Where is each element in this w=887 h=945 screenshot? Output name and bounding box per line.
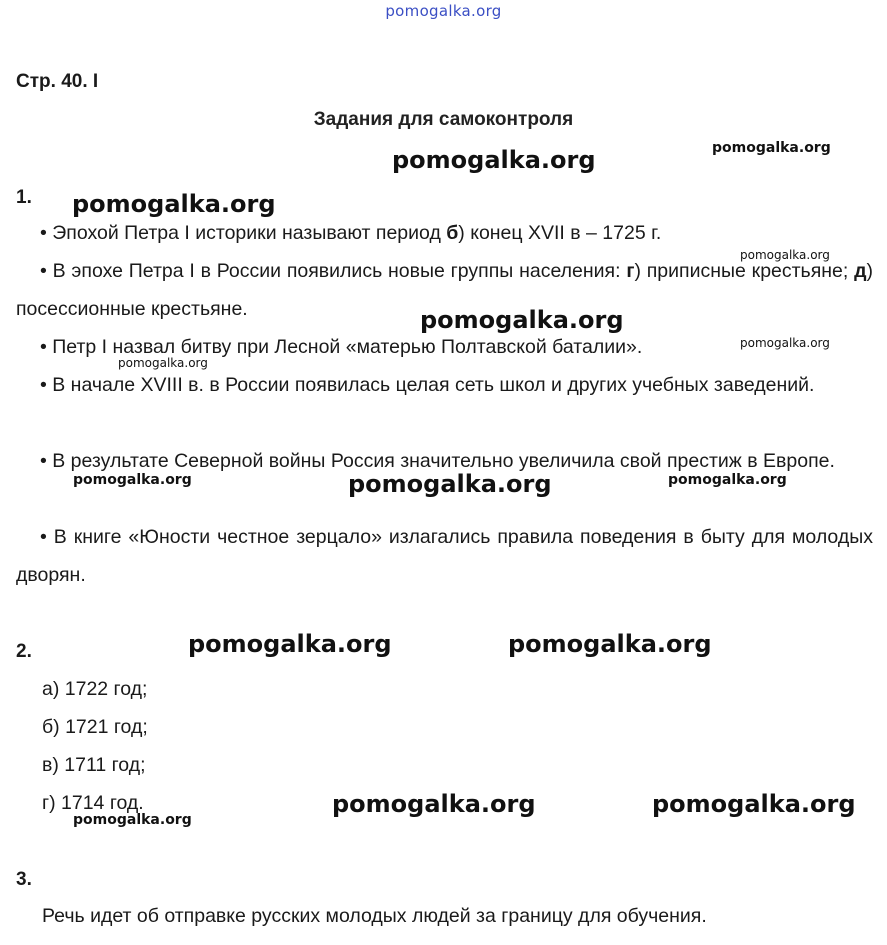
task-2-option-a: а) 1722 год; [42, 678, 148, 700]
watermark: pomogalka.org [668, 472, 787, 488]
task-2-option-d: г) 1714 год. [42, 792, 144, 814]
watermark: pomogalka.org [118, 356, 208, 370]
watermark: pomogalka.org [712, 140, 831, 156]
watermark: pomogalka.org [508, 630, 712, 658]
task-3-number: 3. [16, 869, 32, 890]
task-1-paragraph-6: • В книге «Юности честное зерцало» излагались правила поведения в быту для молодых дворян. [16, 526, 873, 586]
task-1-paragraph-2: • В эпохе Петра I в России появились новые группы населения: г) приписные крестьяне; д) посессионные крестьяне. [16, 260, 874, 320]
watermark: pomogalka.org [740, 248, 830, 262]
task-1-paragraph-3: • Петр I назвал битву при Лесной «матерью Полтавской баталии». [40, 336, 643, 358]
watermark: pomogalka.org [420, 306, 624, 334]
section-title: Задания для самоконтроля [313, 109, 574, 130]
watermark: pomogalka.org [392, 146, 596, 174]
watermark: pomogalka.org [652, 790, 856, 818]
watermark: pomogalka.org [332, 790, 536, 818]
task-1-number: 1. [16, 187, 32, 208]
task-3-answer: Речь идет об отправке русских молодых людей за границу для обучения. [42, 905, 707, 927]
task-2-option-c: в) 1711 год; [42, 754, 146, 776]
watermark: pomogalka.org [73, 472, 192, 488]
watermark: pomogalka.org [740, 336, 830, 350]
task-2-number: 2. [16, 641, 32, 662]
task-1-paragraph-4: • В начале XVIII в. в России появилась целая сеть школ и других учебных заведений. [40, 374, 815, 396]
watermark: pomogalka.org [348, 470, 552, 498]
task-2-option-b: б) 1721 год; [42, 716, 148, 738]
page-title: Стр. 40. I [16, 71, 99, 92]
watermark: pomogalka.org [188, 630, 392, 658]
task-1-paragraph-5: • В результате Северной войны Россия значительно увеличила свой престиж в Европе. [40, 450, 835, 472]
site-header-link[interactable]: pomogalka.org [385, 2, 502, 20]
task-1-paragraph-1: • Эпохой Петра I историки называют период б) конец XVII в – 1725 г. [40, 222, 662, 244]
watermark: pomogalka.org [73, 812, 192, 828]
watermark: pomogalka.org [72, 190, 276, 218]
